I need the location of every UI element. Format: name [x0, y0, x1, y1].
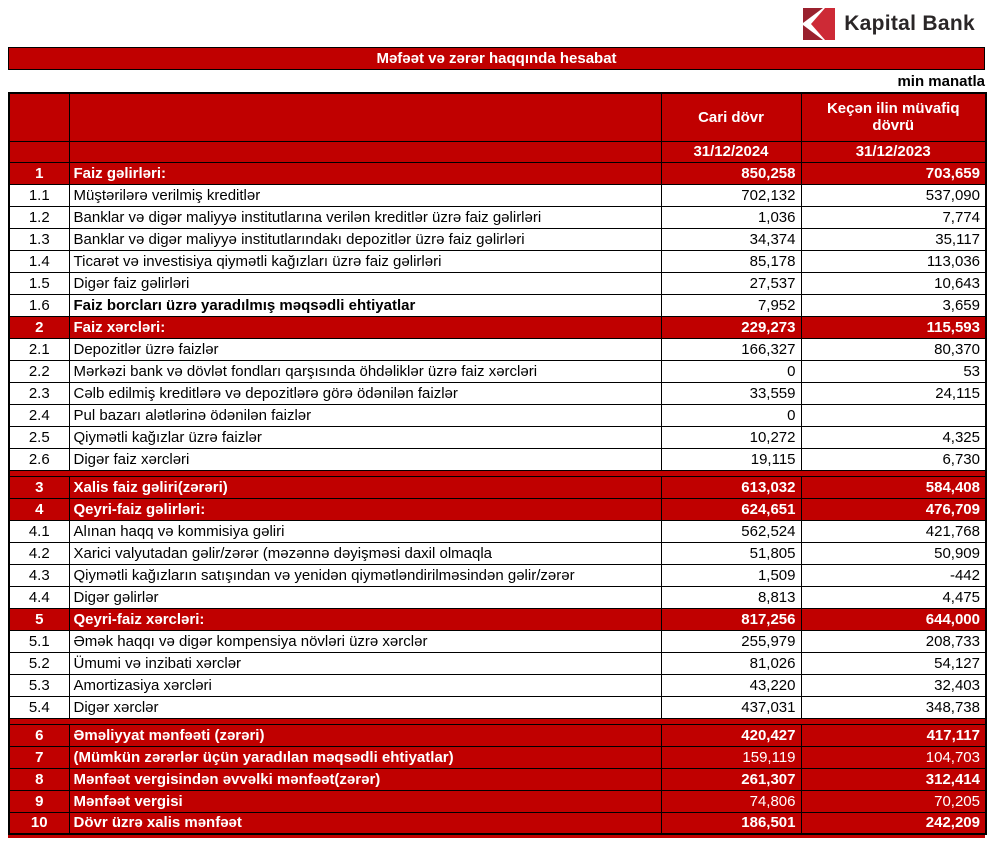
- row-current-value: 1,509: [661, 564, 801, 586]
- table-row: [9, 382, 986, 404]
- row-number-cell: 2.5: [9, 426, 69, 448]
- row-label-cell: Xarici valyutadan gəlir/zərər (məzənnə dəyişməsi daxil olmaqla: [69, 542, 661, 564]
- table-row: [9, 338, 986, 360]
- row-current-value: 186,501: [661, 812, 801, 834]
- row-previous-value: 4,325: [801, 426, 986, 448]
- row-number-cell: 4: [9, 498, 69, 520]
- table-row: [9, 608, 986, 630]
- table-row: [9, 586, 986, 608]
- row-current-value: 10,272: [661, 426, 801, 448]
- column-header-current-date: 31/12/2024: [661, 141, 801, 162]
- row-previous-value: 104,703: [801, 746, 986, 768]
- row-number-cell: 4.1: [9, 520, 69, 542]
- row-previous-value: 703,659: [801, 162, 986, 184]
- row-previous-value: 32,403: [801, 674, 986, 696]
- row-number-cell: 2.4: [9, 404, 69, 426]
- table-row: [9, 652, 986, 674]
- row-number-cell: 1.3: [9, 228, 69, 250]
- row-number-cell: 2: [9, 316, 69, 338]
- row-current-value: 166,327: [661, 338, 801, 360]
- column-header-previous-date: 31/12/2023: [801, 141, 986, 162]
- row-number-cell: 5: [9, 608, 69, 630]
- row-label-cell: Amortizasiya xərcləri: [69, 674, 661, 696]
- row-previous-value: [801, 404, 986, 426]
- table-row: [9, 790, 986, 812]
- row-number-cell: 2.3: [9, 382, 69, 404]
- table-row: [9, 272, 986, 294]
- row-previous-value: 70,205: [801, 790, 986, 812]
- table-row: [9, 250, 986, 272]
- row-current-value: 562,524: [661, 520, 801, 542]
- row-label-cell: Digər gəlirlər: [69, 586, 661, 608]
- row-current-value: 1,036: [661, 206, 801, 228]
- table-row: [9, 228, 986, 250]
- row-label-cell: Ümumi və inzibati xərclər: [69, 652, 661, 674]
- row-current-value: 51,805: [661, 542, 801, 564]
- row-previous-value: 417,117: [801, 724, 986, 746]
- row-previous-value: 421,768: [801, 520, 986, 542]
- row-number-cell: 4.4: [9, 586, 69, 608]
- row-previous-value: 4,475: [801, 586, 986, 608]
- row-label-cell: Cəlb edilmiş kreditlərə və depozitlərə görə ödənilən faizlər: [69, 382, 661, 404]
- table-row: [9, 404, 986, 426]
- row-number-cell: 5.1: [9, 630, 69, 652]
- row-label-cell: Depozitlər üzrə faizlər: [69, 338, 661, 360]
- row-current-value: 43,220: [661, 674, 801, 696]
- row-number-cell: 4.2: [9, 542, 69, 564]
- row-label-cell: Banklar və digər maliyyə institutlarına verilən kreditlər üzrə faiz gəlirləri: [69, 206, 661, 228]
- row-previous-value: 6,730: [801, 448, 986, 470]
- row-label-cell: Digər xərclər: [69, 696, 661, 718]
- row-label-cell: Alınan haqq və kommisiya gəliri: [69, 520, 661, 542]
- table-row: [9, 542, 986, 564]
- table-row: [9, 206, 986, 228]
- row-number-cell: 1.5: [9, 272, 69, 294]
- table-row: [9, 476, 986, 498]
- row-label-cell: Banklar və digər maliyyə institutlarındakı depozitlər üzrə faiz gəlirləri: [69, 228, 661, 250]
- table-row: [9, 360, 986, 382]
- row-previous-value: -442: [801, 564, 986, 586]
- table-row: [9, 426, 986, 448]
- row-number-cell: 2.6: [9, 448, 69, 470]
- row-previous-value: 115,593: [801, 316, 986, 338]
- table-row: [9, 448, 986, 470]
- row-current-value: 8,813: [661, 586, 801, 608]
- row-current-value: 229,273: [661, 316, 801, 338]
- row-current-value: 437,031: [661, 696, 801, 718]
- row-label-cell: Pul bazarı alətlərinə ödənilən faizlər: [69, 404, 661, 426]
- kapitalbank-logo-icon: [803, 8, 835, 40]
- table-header-row: [9, 93, 986, 141]
- row-number-cell: 5.4: [9, 696, 69, 718]
- row-previous-value: 50,909: [801, 542, 986, 564]
- row-previous-value: 54,127: [801, 652, 986, 674]
- row-number-cell: 9: [9, 790, 69, 812]
- row-number-cell: 6: [9, 724, 69, 746]
- row-label-cell: Ticarət və investisiya qiymətli kağızları üzrə faiz gəlirləri: [69, 250, 661, 272]
- row-previous-value: 7,774: [801, 206, 986, 228]
- table-row: [9, 316, 986, 338]
- row-current-value: 159,119: [661, 746, 801, 768]
- pnl-table: [8, 92, 987, 835]
- row-current-value: 74,806: [661, 790, 801, 812]
- table-row: [9, 294, 986, 316]
- row-previous-value: 10,643: [801, 272, 986, 294]
- cutoff-row-strip: [8, 835, 985, 838]
- row-current-value: 624,651: [661, 498, 801, 520]
- column-header-previous: Keçən ilin müvafiq dövrü: [801, 93, 986, 141]
- row-label-cell: Qeyri-faiz gəlirləri:: [69, 498, 661, 520]
- table-row: [9, 564, 986, 586]
- row-label-cell: Qiymətli kağızlar üzrə faizlər: [69, 426, 661, 448]
- row-number-cell: 1.2: [9, 206, 69, 228]
- row-label-cell: Faiz gəlirləri:: [69, 162, 661, 184]
- row-number-cell: 2.2: [9, 360, 69, 382]
- report-title: Məfəət və zərər haqqında hesabat: [8, 47, 985, 70]
- row-previous-value: 3,659: [801, 294, 986, 316]
- table-date-row: [9, 141, 986, 162]
- column-header-current: Cari dövr: [661, 93, 801, 141]
- row-previous-value: 537,090: [801, 184, 986, 206]
- row-current-value: 817,256: [661, 608, 801, 630]
- row-current-value: 27,537: [661, 272, 801, 294]
- row-label-cell: Mərkəzi bank və dövlət fondları qarşısında öhdəliklər üzrə faiz xərcləri: [69, 360, 661, 382]
- row-previous-value: 35,117: [801, 228, 986, 250]
- row-current-value: 34,374: [661, 228, 801, 250]
- row-label-cell: Xalis faiz gəliri(zərəri): [69, 476, 661, 498]
- row-previous-value: 24,115: [801, 382, 986, 404]
- row-label-cell: (Mümkün zərərlər üçün yaradılan məqsədli ehtiyatlar): [69, 746, 661, 768]
- row-current-value: 850,258: [661, 162, 801, 184]
- row-label-cell: Müştərilərə verilmiş kreditlər: [69, 184, 661, 206]
- row-number-cell: 3: [9, 476, 69, 498]
- table-row: [9, 630, 986, 652]
- logo-block: [0, 0, 1000, 40]
- row-label-cell: Faiz borcları üzrə yaradılmış məqsədli ehtiyatlar: [69, 294, 661, 316]
- row-previous-value: 113,036: [801, 250, 986, 272]
- row-label-cell: Mənfəət vergisi: [69, 790, 661, 812]
- row-previous-value: 476,709: [801, 498, 986, 520]
- row-number-cell: 10: [9, 812, 69, 834]
- table-row: [9, 746, 986, 768]
- table-header: [9, 93, 986, 162]
- row-current-value: 613,032: [661, 476, 801, 498]
- row-previous-value: 80,370: [801, 338, 986, 360]
- date-row-blank: [9, 141, 69, 162]
- row-current-value: 33,559: [661, 382, 801, 404]
- table-row: [9, 696, 986, 718]
- row-previous-value: 53: [801, 360, 986, 382]
- row-number-cell: 2.1: [9, 338, 69, 360]
- table-row: [9, 162, 986, 184]
- row-number-cell: 8: [9, 768, 69, 790]
- row-label-cell: Faiz xərcləri:: [69, 316, 661, 338]
- table-row: [9, 674, 986, 696]
- row-previous-value: 644,000: [801, 608, 986, 630]
- row-current-value: 702,132: [661, 184, 801, 206]
- row-number-cell: 5.3: [9, 674, 69, 696]
- row-previous-value: 584,408: [801, 476, 986, 498]
- row-label-cell: Qiymətli kağızların satışından və yenidən qiymətləndirilməsindən gəlir/zərər: [69, 564, 661, 586]
- row-current-value: 261,307: [661, 768, 801, 790]
- row-current-value: 0: [661, 404, 801, 426]
- row-number-cell: 5.2: [9, 652, 69, 674]
- unit-note: min manatla: [897, 73, 985, 90]
- row-previous-value: 348,738: [801, 696, 986, 718]
- table-row: [9, 768, 986, 790]
- table-row: [9, 724, 986, 746]
- row-number-cell: 7: [9, 746, 69, 768]
- row-current-value: 81,026: [661, 652, 801, 674]
- row-current-value: 7,952: [661, 294, 801, 316]
- date-row-blank: [69, 141, 661, 162]
- row-number-cell: 1.6: [9, 294, 69, 316]
- row-previous-value: 312,414: [801, 768, 986, 790]
- row-current-value: 19,115: [661, 448, 801, 470]
- row-previous-value: 242,209: [801, 812, 986, 834]
- table-row: [9, 498, 986, 520]
- table-row: [9, 812, 986, 834]
- row-number-cell: 1: [9, 162, 69, 184]
- row-previous-value: 208,733: [801, 630, 986, 652]
- row-label-cell: Qeyri-faiz xərcləri:: [69, 608, 661, 630]
- header-number-cell: [9, 93, 69, 141]
- table-row: [9, 520, 986, 542]
- table-body: [9, 162, 986, 834]
- row-label-cell: Əmək haqqı və digər kompensiya növləri üzrə xərclər: [69, 630, 661, 652]
- row-label-cell: Digər faiz xərcləri: [69, 448, 661, 470]
- row-number-cell: 4.3: [9, 564, 69, 586]
- row-label-cell: Mənfəət vergisindən əvvəlki mənfəət(zərər): [69, 768, 661, 790]
- row-current-value: 255,979: [661, 630, 801, 652]
- row-current-value: 85,178: [661, 250, 801, 272]
- table-row: [9, 184, 986, 206]
- row-current-value: 0: [661, 360, 801, 382]
- row-label-cell: Əməliyyat mənfəəti (zərəri): [69, 724, 661, 746]
- row-label-cell: Digər faiz gəlirləri: [69, 272, 661, 294]
- row-current-value: 420,427: [661, 724, 801, 746]
- row-label-cell: Dövr üzrə xalis mənfəət: [69, 812, 661, 834]
- brand-wordmark: Kapital Bank: [844, 12, 975, 35]
- header-label-cell: [69, 93, 661, 141]
- row-number-cell: 1.4: [9, 250, 69, 272]
- row-number-cell: 1.1: [9, 184, 69, 206]
